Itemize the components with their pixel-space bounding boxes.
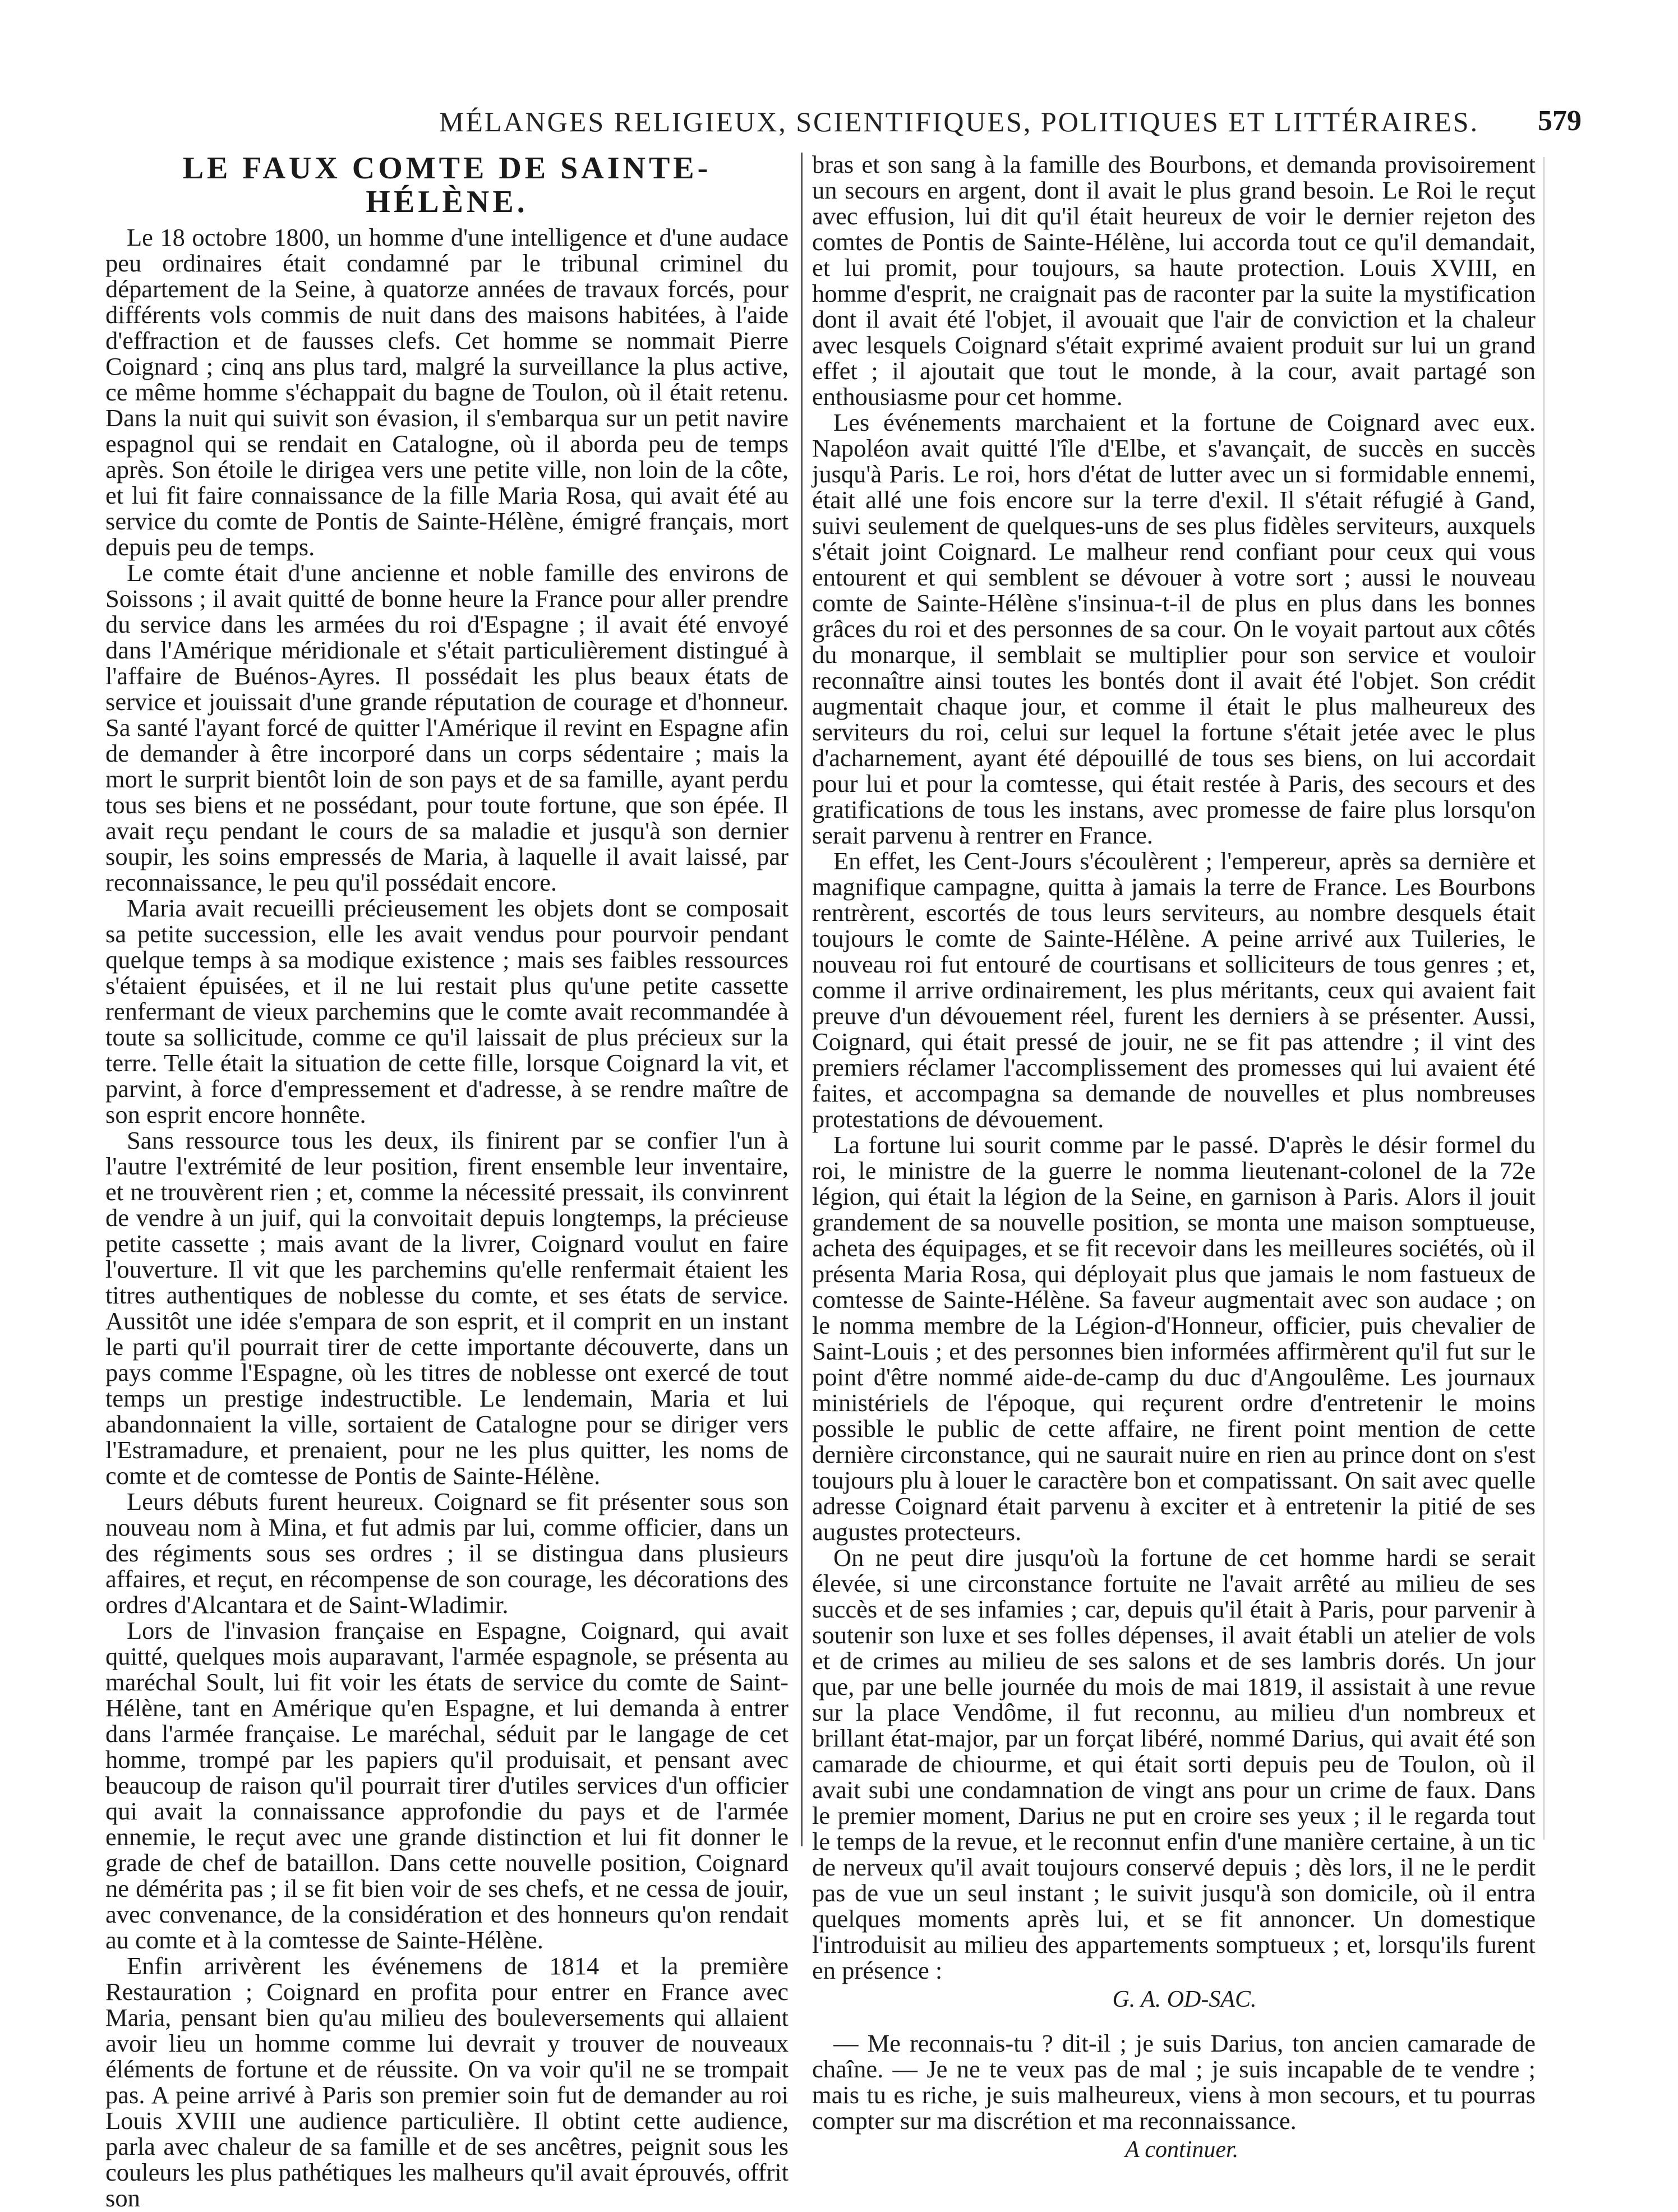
running-head: MÉLANGES RELIGIEUX, SCIENTIFIQUES, POLITIQUES ET LITTÉRAIRES. [439, 106, 1479, 137]
paragraph: Sans ressource tous les deux, ils finirent par se confier l'un à l'autre l'extrémité de leur position, firent ensemble leur inventaire, et ne trouvèrent rien ; et, comme la nécessité pressait, ils convinrent de vendre à un juif, qui la convoitait depuis longtemps, la précieuse petite cassette ; mais avant de la livrer, Coignard voulut en faire l'ouverture. Il vit que les parchemins qu'elle renfermait étaient les titres authentiques de noblesse du comte, et ses états de service. Aussitôt une idée s'empara de son esprit, et il comprit en un instant le parti qu'il pourrait tirer de cette importante découverte, dans un pays comme l'Espagne, où les titres de noblesse ont exercé de tout temps un prestige indestructible. Le lendemain, Maria et lui abandonnaient la ville, sortaient de Catalogne pour se diriger vers l'Estramadure, et prenaient, pour ne les plus quitter, les noms de comte et de comtesse de Pontis de Sainte-Hélène. [105, 1126, 789, 1490]
paragraph: bras et son sang à la famille des Bourbons, et demanda provisoirement un secours en argent, dont il avait le plus grand besoin. Le Roi le reçut avec effusion, lui dit qu'il était heureux de voir le dernier rejeton des comtes de Pontis de Sainte-Hélène, lui accorda tout ce qu'il demandait, et lui promit, pour toujours, sa haute protection. Louis XVIII, en homme d'esprit, ne craignait pas de raconter par la suite la mystification dont il avait été l'objet, il avouait que l'air de conviction et la chaleur avec lesquels Coignard s'était exprimé avaient produit sur lui un grand effet ; il ajoutait que tout le monde, à la cour, avait partagé son enthousiasme pour cet homme. [812, 150, 1536, 411]
paragraph: Lors de l'invasion française en Espagne, Coignard, qui avait quitté, quelques mois auparavant, l'armée espagnole, se présenta au maréchal Soult, lui fit voir les états de service du comte de Saint-Hélène, tant en Amérique qu'en Espagne, et lui demanda à entrer dans l'armée française. Le maréchal, séduit par le langage de cet homme, trompé par les papiers qu'il produisait, et pensant avec beaucoup de raison qu'il pourrait tirer d'utiles services d'un officier qui avait la connaissance approfondie du pays et de l'armée ennemie, le reçut avec une grande distinction et lui fit donner le grade de chef de bataillon. Dans cette nouvelle position, Coignard ne démérita pas ; il se fit bien voir de ses chefs, et ne cessa de jouir, avec convenance, de la considération et des honneurs qu'on rendait au comte et à la comtesse de Sainte-Hélène. [105, 1616, 789, 1954]
article-title: LE FAUX COMTE DE SAINTE-HÉLÈNE. [182, 151, 712, 219]
paragraph: La fortune lui sourit comme par le passé. D'après le désir formel du roi, le ministre de la guerre le nomma lieutenant-colonel de la 72e légion, qui était la légion de la Seine, en garnison à Paris. Alors il jouit grandement de sa nouvelle position, se monta une maison somptueuse, acheta des équipages, et se fit recevoir dans les meilleures sociétés, où il présenta Maria Rosa, qui déployait plus que jamais le nom fastueux de comtesse de Sainte-Hélène. Sa faveur augmentait avec son audace ; on le nomma membre de la Légion-d'Honneur, officier, puis chevalier de Saint-Louis ; et des personnes bien informées affirmèrent qu'il fut sur le point d'être nommé aide-de-camp du duc d'Angoulême. Les journaux ministériels de l'époque, qui reçurent ordre d'entretenir le moins possible le public de cette affaire, ne firent point mention de cette dernière circonstance, qui ne saurait nuire en rien au prince dont on s'est toujours plu à louer le caractère bon et compatissant. On sait avec quelle adresse Coignard était parvenu à exciter et à entretenir la pitié de ses augustes protecteurs. [812, 1131, 1536, 1546]
page-number: 579 [1538, 105, 1582, 137]
column-divider [801, 153, 803, 1846]
right-edge-rule [1543, 157, 1545, 1840]
to-be-continued: A continuer. [1125, 2137, 1239, 2163]
right-column [812, 151, 1536, 2163]
dialogue-paragraph: — Me reconnais-tu ? dit-il ; je suis Darius, ton ancien camarade de chaîne. — Je ne te veux pas de mal ; je suis incapable de te vendre ; mais tu es riche, je suis malheureux, viens à mon secours, et tu pourras compter sur ma discrétion et ma reconnaissance. [812, 2029, 1536, 2135]
paragraph: Les événements marchaient et la fortune de Coignard avec eux. Napoléon avait quitté l'île d'Elbe, et s'avançait, de succès en succès jusqu'à Paris. Le roi, hors d'état de lutter avec un si formidable ennemi, était allé une fois encore sur la terre d'exil. Il s'était réfugié à Gand, suivi seulement de quelques-uns de ses plus fidèles serviteurs, auxquels s'était joint Coignard. Le malheur rend confiant pour ceux qui vous entourent et qui semblent se dévouer à votre sort ; aussi le nouveau comte de Sainte-Hélène s'insinua-t-il de plus en plus dans les bonnes grâces du roi et des personnes de sa cour. On le voyait partout aux côtés du monarque, il semblait se multiplier pour son service et vouloir reconnaître ainsi toutes les bontés dont il avait été l'objet. Son crédit augmentait chaque jour, et comme il était le plus malheureux des serviteurs du roi, celui sur lequel la fortune s'était jetée avec le plus d'acharnement, ayant été dépouillé de tous ses biens, on lui accordait pour lui et pour la comtesse, qui était restée à Paris, des secours et des gratifications de tous les instans, avec promesse de faire plus lorsqu'on serait parvenu à rentrer en France. [812, 408, 1536, 849]
paragraph: En effet, les Cent-Jours s'écoulèrent ; l'empereur, après sa dernière et magnifique campagne, quitta à jamais la terre de France. Les Bourbons rentrèrent, escortés de tous leurs serviteurs, au nombre desquels était toujours le comte de Sainte-Hélène. A peine arrivé aux Tuileries, le nouveau roi fut entouré de courtisans et solliciteurs de tous genres ; et, comme il arrive ordinairement, les plus méritants, ceux qui avaient fait preuve d'un dévouement réel, furent les derniers à se présenter. Aussi, Coignard, qui était pressé de jouir, ne se fit pas attendre ; il vint des premiers réclamer l'accomplissement des promesses qui lui avaient été faites, et accompagna sa demande de nouvelles et plus nombreuses protestations de dévouement. [812, 847, 1536, 1133]
signature: G. A. OD-SAC. [1112, 1987, 1257, 2012]
paragraph: On ne peut dire jusqu'où la fortune de cet homme hardi se serait élevée, si une circonstance fortuite ne l'avait arrêté au milieu de ses succès et de ses infamies ; car, depuis qu'il était à Paris, pour parvenir à soutenir son luxe et ses folles dépenses, il avait établi un atelier de vols et de crimes au milieu de ses salons et de ses lambris dorés. Un jour que, par une belle journée du mois de mai 1819, il assistait à une revue sur la place Vendôme, il fut reconnu, au milieu d'un nombreux et brillant état-major, par un forçat libéré, nommé Darius, qui avait été son camarade de chiourme, et qui était sorti depuis peu de Toulon, où il avait subi une condamnation de vingt ans pour un crime de faux. Dans le premier moment, Darius ne put en croire ses yeux ; il le regarda tout le temps de la revue, et le reconnut enfin d'une manière certaine, à un tic de nerveux qu'il avait toujours conservé depuis ; dès lors, il ne le perdit pas de vue un seul instant ; le suivit jusqu'à son domicile, où il entra quelques moments après lui, et se fit annoncer. Un domestique l'introduisit au milieu des appartements somptueux ; et, lorsqu'ils furent en présence : [812, 1543, 1536, 1984]
left-column [105, 151, 789, 2211]
paragraph: Enfin arrivèrent les événemens de 1814 et la première Restauration ; Coignard en profita pour entrer en France avec Maria, pensant bien qu'au milieu des bouleversements qui allaient avoir lieu un homme comme lui devrait y trouver de nouveaux éléments de fortune et de réussite. On va voir qu'il ne se trompait pas. A peine arrivé à Paris son premier soin fut de demander au roi Louis XVIII une audience particulière. Il obtint cette audience, parla avec chaleur de sa famille et de ses ancêtres, peignit sous les couleurs les plus pathétiques les malheurs qu'il avait éprouvés, offrit son [105, 1952, 789, 2212]
paragraph: Maria avait recueilli précieusement les objets dont se composait sa petite succession, elle les avait vendus pour pourvoir pendant quelque temps à sa modique existence ; mais ses faibles ressources s'étaient épuisées, et il ne lui restait plus qu'une petite cassette renfermant de vieux parchemins que le comte avait recommandée à toute sa sollicitude, comme ce qu'il laissait de plus précieux sur la terre. Telle était la situation de cette fille, lorsque Coignard la vit, et parvint, à force d'empressement et d'adresse, à se rendre maître de son esprit encore honnête. [105, 894, 789, 1128]
paragraph: Le 18 octobre 1800, un homme d'une intelligence et d'une audace peu ordinaires était condamné par le tribunal criminel du département de la Seine, à quatorze années de travaux forcés, pour différents vols commis de nuit dans des maisons habitées, à l'aide d'effraction et de fausses clefs. Cet homme se nommait Pierre Coignard ; cinq ans plus tard, malgré la surveillance la plus active, ce même homme s'échappait du bagne de Toulon, où il était retenu. Dans la nuit qui suivit son évasion, il s'embarqua sur un petit navire espagnol qui se rendait en Catalogne, où il aborda peu de temps après. Son étoile le dirigea vers une petite ville, non loin de la côte, et lui fit faire connaissance de la fille Maria Rosa, qui avait été au service du comte de Pontis de Sainte-Hélène, émigré français, mort depuis peu de temps. [105, 223, 789, 561]
paragraph: Le comte était d'une ancienne et noble famille des environs de Soissons ; il avait quitté de bonne heure la France pour aller prendre du service dans les armées du roi d'Espagne ; il avait été envoyé dans l'Amérique méridionale et s'était particulièrement distingué à l'affaire de Buénos-Ayres. Il possédait les plus beaux états de service et jouissait d'une grande réputation de courage et d'honneur. Sa santé l'ayant forcé de quitter l'Amérique il revint en Espagne afin de demander à être incorporé dans un corps sédentaire ; mais la mort le surprit bientôt loin de son pays et de sa famille, ayant perdu tous ses biens et ne possédant, pour toute fortune, que son épée. Il avait reçu pendant le cours de sa maladie et jusqu'à son dernier soupir, les soins empressés de Maria, à laquelle il avait laissé, par reconnaissance, le peu qu'il possédait encore. [105, 559, 789, 896]
paragraph: Leurs débuts furent heureux. Coignard se fit présenter sous son nouveau nom à Mina, et fut admis par lui, comme officier, dans un des régiments sous ses ordres ; il se distingua dans plusieurs affaires, et reçut, en récompense de son courage, les décorations des ordres d'Alcantara et de Saint-Wladimir. [105, 1487, 789, 1619]
